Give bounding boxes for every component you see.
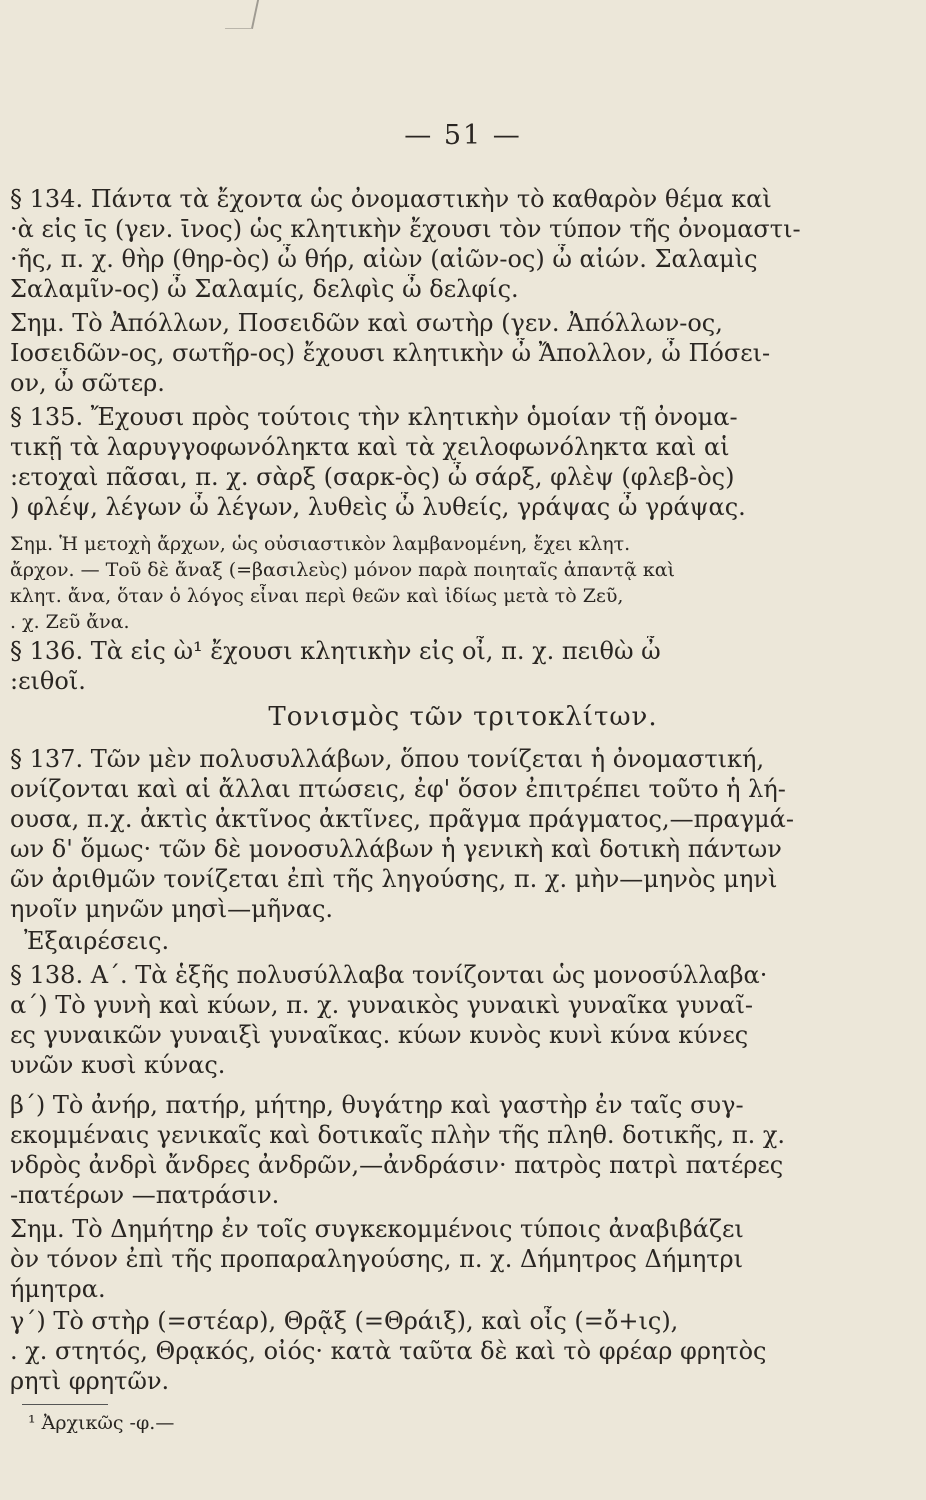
text-line: β΄) Τὸ ἀνήρ, πατήρ, μήτηρ, θυγάτηρ καὶ γαστὴρ ἐν ταῖς συγ- bbox=[10, 1091, 744, 1119]
footnote-rule bbox=[22, 1404, 108, 1405]
text-line: . χ. στητός, Θρᾳκός, οἰός· κατὰ ταῦτα δὲ καὶ τὸ φρέαρ φρητὸς bbox=[10, 1337, 767, 1365]
note-line: . χ. Ζεῦ ἄνα. bbox=[10, 611, 130, 633]
text-line: ῶν ἀριθμῶν τονίζεται ἐπὶ τῆς ληγούσης, π. χ. μὴν—μηνὸς μηνὶ bbox=[10, 865, 778, 893]
text-line: § 136. Τὰ εἰς ὼ¹ ἔχουσι κλητικὴν εἰς οἶ, π. χ. πειθὼ ὦ bbox=[10, 637, 661, 665]
section-heading: Τονισμὸς τῶν τριτοκλίτων. bbox=[268, 702, 658, 732]
text-line: -πατέρων —πατράσιν. bbox=[10, 1181, 280, 1209]
text-line: § 137. Τῶν μὲν πολυσυλλάβων, ὅπου τονίζεται ἡ ὀνομαστική, bbox=[10, 745, 765, 773]
text-line: Σημ. Τὸ Δημήτηρ ἐν τοῖς συγκεκομμένοις τύποις ἀναβιβάζει bbox=[10, 1215, 744, 1243]
text-line: ονίζονται καὶ αἱ ἄλλαι πτώσεις, ἐφ' ὅσον ἐπιτρέπει τοῦτο ἡ λή- bbox=[10, 775, 786, 803]
text-line: Σημ. Τὸ Ἀπόλλων, Ποσειδῶν καὶ σωτὴρ (γεν. Ἀπόλλων-ος, bbox=[10, 309, 723, 337]
text-line: νδρὸς ἀνδρὶ ἄνδρες ἀνδρῶν,—ἀνδράσιν· πατρὸς πατρὶ πατέρες bbox=[10, 1151, 784, 1179]
text-line: ·ῆς, π. χ. θὴρ (θηρ-ὸς) ὦ θήρ, αἰὼν (αἰῶν-ος) ὦ αἰών. Σαλαμὶς bbox=[10, 245, 758, 273]
text-line: ήμητρα. bbox=[10, 1275, 106, 1303]
note-line: Σημ. Ἡ μετοχὴ ἄρχων, ὡς οὐσιαστικὸν λαμβανομένη, ἔχει κλητ. bbox=[10, 533, 631, 555]
text-line: ον, ὦ σῶτερ. bbox=[10, 369, 165, 397]
text-line: § 135. Ἔχουσι πρὸς τούτοις τὴν κλητικὴν ὁμοίαν τῇ ὀνομα- bbox=[10, 403, 738, 431]
note-line: κλητ. ἄνα, ὅταν ὁ λόγος εἶναι περὶ θεῶν καὶ ἰδίως μετὰ τὸ Ζεῦ, bbox=[10, 585, 624, 607]
text-line: § 134. Πάντα τὰ ἔχοντα ὡς ὀνομαστικὴν τὸ καθαρὸν θέμα καὶ bbox=[10, 185, 772, 213]
text-line: ες γυναικῶν γυναιξὶ γυναῖκας. κύων κυνὸς κυνὶ κύνα κύνες bbox=[10, 1021, 749, 1049]
text-line: Ιοσειδῶν-ος, σωτῆρ-ος) ἔχουσι κλητικὴν ὦ Ἄπολλον, ὦ Πόσει- bbox=[10, 339, 771, 367]
text-line: Ἐξαιρέσεις. bbox=[24, 927, 170, 955]
text-line: Σαλαμῖν-ος) ὦ Σαλαμίς, δελφὶς ὦ δελφίς. bbox=[10, 275, 519, 303]
text-line: :ετοχαὶ πᾶσαι, π. χ. σὰρξ (σαρκ-ὸς) ὦ σάρξ, φλὲψ (φλεβ-ὸς) bbox=[10, 463, 735, 491]
text-line: § 138. Α΄. Τὰ ἑξῆς πολυσύλλαβα τονίζονται ὡς μονοσύλλαβα· bbox=[10, 961, 768, 989]
text-line: ρητὶ φρητῶν. bbox=[10, 1367, 170, 1395]
text-line: :ειθοῖ. bbox=[10, 667, 86, 695]
text-line: εκομμέναις γενικαῖς καὶ δοτικαῖς πλὴν τῆς πληθ. δοτικῆς, π. χ. bbox=[10, 1121, 786, 1149]
text-line: α΄) Τὸ γυνὴ καὶ κύων, π. χ. γυναικὸς γυναικὶ γυναῖκα γυναῖ- bbox=[10, 991, 753, 1019]
footnote: ¹ Ἀρχικῶς -φ.— bbox=[28, 1412, 175, 1434]
text-line: ων δ' ὅμως· τῶν δὲ μονοσυλλάβων ἡ γενικὴ καὶ δοτικὴ πάντων bbox=[10, 835, 782, 863]
text-line: ηνοῖν μηνῶν μησὶ—μῆνας. bbox=[10, 895, 334, 923]
text-line: γ΄) Τὸ στὴρ (=στέαρ), Θρᾷξ (=Θράιξ), καὶ οἶς (=ὄ+ις), bbox=[10, 1307, 679, 1335]
text-line: τικῇ τὰ λαρυγγοφωνόληκτα καὶ τὰ χειλοφωνόληκτα καὶ αἱ bbox=[10, 433, 730, 461]
scan-mark bbox=[225, 0, 259, 29]
text-line: ) φλέψ, λέγων ὦ λέγων, λυθεὶς ὦ λυθείς, γράψας ὦ γράψας. bbox=[10, 493, 746, 521]
note-line: ἄρχον. — Τοῦ δὲ ἄναξ (=βασιλεὺς) μόνον παρὰ ποιηταῖς ἀπαντᾷ καὶ bbox=[10, 559, 675, 581]
text-line: ουσα, π.χ. ἀκτὶς ἀκτῖνος ἀκτῖνες, πρᾶγμα πράγματος,—πραγμά- bbox=[10, 805, 794, 833]
page-number: — 51 — bbox=[404, 120, 522, 151]
text-line: ὸν τόνον ἐπὶ τῆς προπαραληγούσης, π. χ. Δήμητρος Δήμητρι bbox=[10, 1245, 744, 1273]
text-line: υνῶν κυσὶ κύνας. bbox=[10, 1051, 226, 1079]
text-line: ·ὰ εἰς ῑς (γεν. ῑνος) ὡς κλητικὴν ἔχουσι τὸν τύπον τῆς ὀνομαστι- bbox=[10, 215, 801, 243]
